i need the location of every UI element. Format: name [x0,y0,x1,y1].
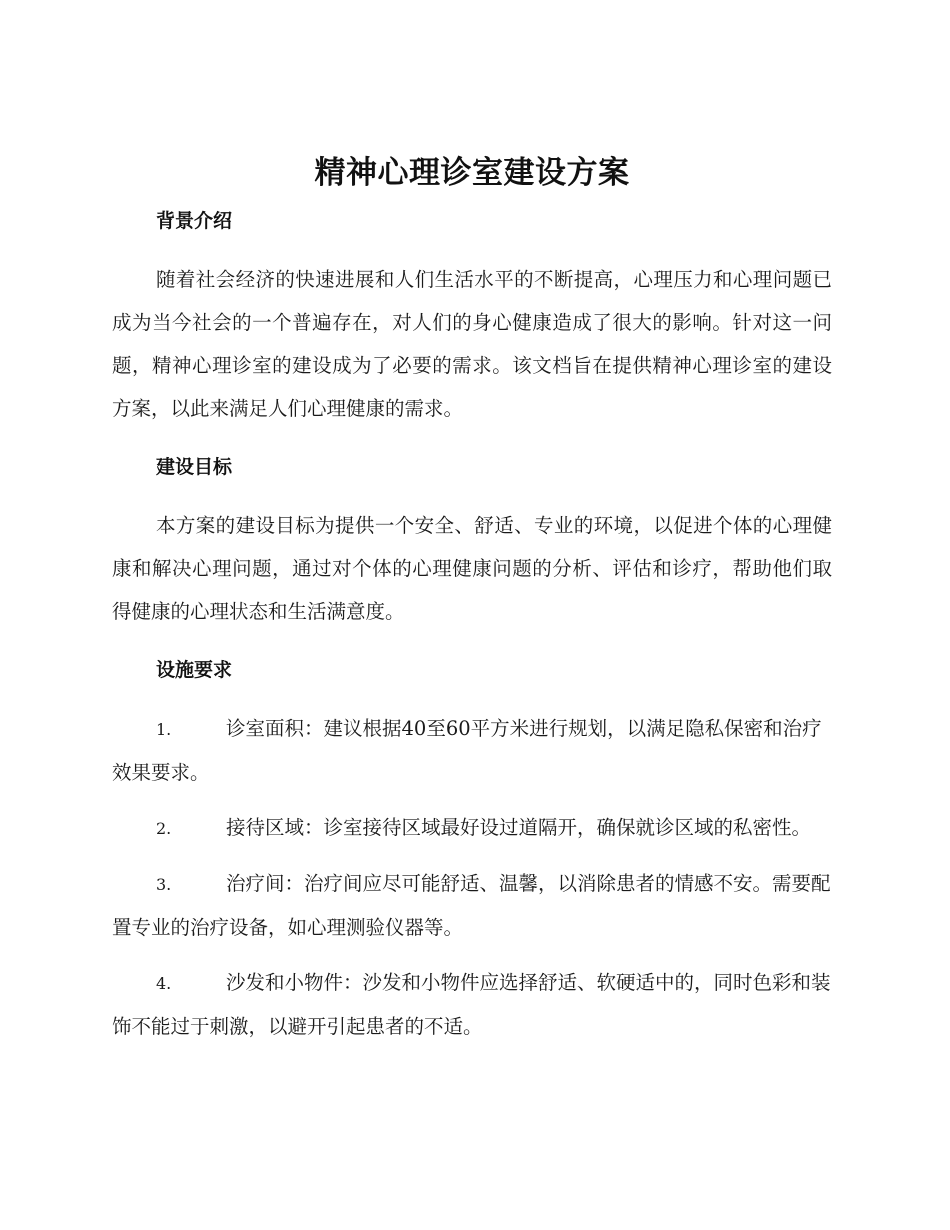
list-item-number: 2. [156,819,172,838]
list-item-text: 沙发和小物件：沙发和小物件应选择舒适、软硬适中的，同时色彩和装饰不能过于刺激，以避开引起患者的不适。 [112,971,831,1038]
list-item [112,862,832,949]
list-item [112,806,832,850]
section-heading-background: 背景介绍 [156,210,233,232]
section-heading-facilities: 设施要求 [156,659,233,681]
list-item-number: 1. [156,720,172,739]
list-item-text: 治疗间：治疗间应尽可能舒适、温馨，以消除患者的情感不安。需要配置专业的治疗设备，如心理测验仪器等。 [112,872,831,939]
list-item-text: 接待区域：诊室接待区域最好设过道隔开，确保就诊区域的私密性。 [226,816,812,839]
list-item [112,961,832,1048]
list-item-number: 4. [156,974,172,993]
section-paragraph-background: 随着社会经济的快速进展和人们生活水平的不断提高，心理压力和心理问题已成为当今社会的一个普遍存在，对人们的身心健康造成了很大的影响。针对这一问题，精神心理诊室的建设成为了必要的需求。该文档旨在提供精神心理诊室的建设方案，以此来满足人们心理健康的需求。 [112,268,832,420]
document-title: 精神心理诊室建设方案 [314,155,630,191]
list-item-text: 诊室面积：建议根据40至60平方米进行规划，以满足隐私保密和治疗效果要求。 [112,717,822,784]
section-paragraph-goals: 本方案的建设目标为提供一个安全、舒适、专业的环境，以促进个体的心理健康和解决心理问题，通过对个体的心理健康问题的分析、评估和诊疗，帮助他们取得健康的心理状态和生活满意度。 [112,514,832,623]
list-item-number: 3. [156,875,172,894]
document-body [112,150,832,1048]
section-heading-goals: 建设目标 [156,456,233,478]
list-item [112,707,832,794]
